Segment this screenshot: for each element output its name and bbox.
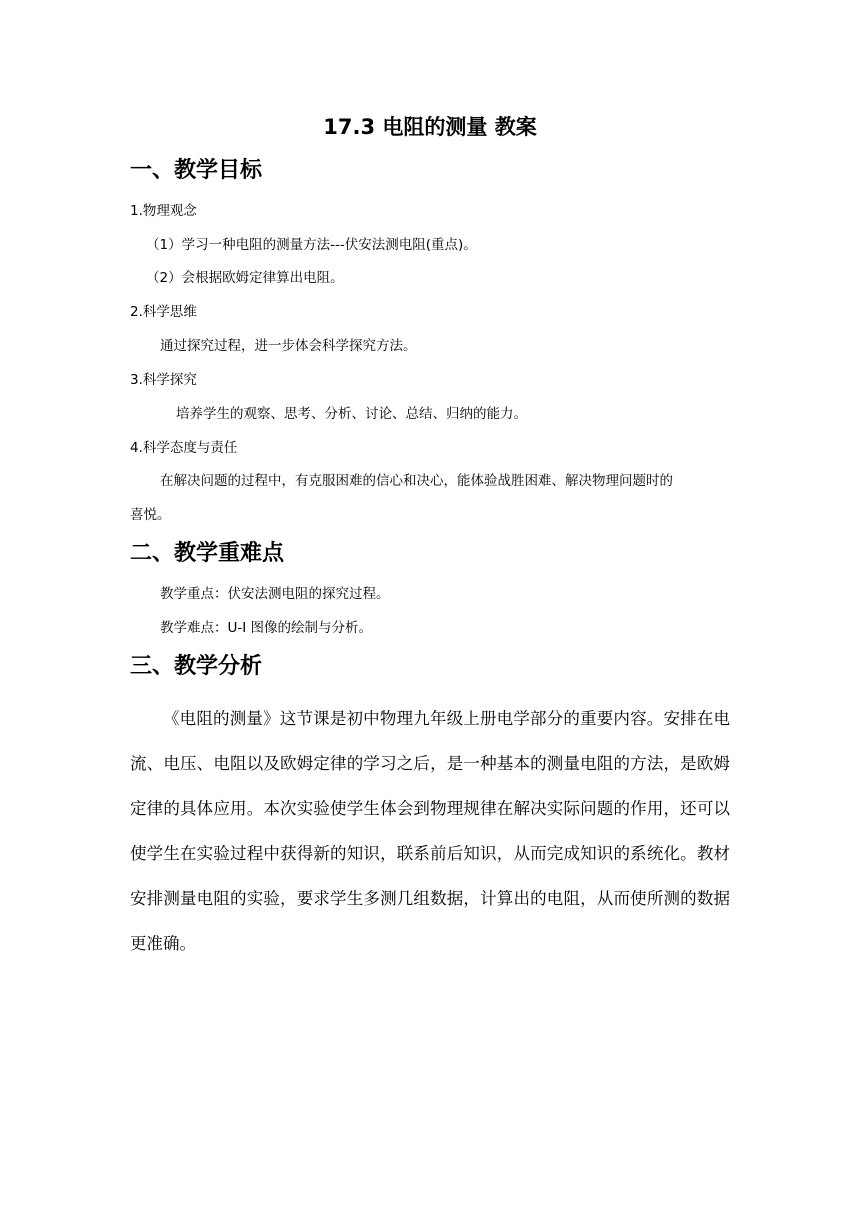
section-heading-key-points: 二、教学重难点 xyxy=(130,541,285,566)
objective-2-text: 通过探究过程，进一步体会科学探究方法。 xyxy=(160,338,417,354)
key-point-text: 教学重点：伏安法测电阻的探究过程。 xyxy=(160,586,390,602)
objective-3-text: 培养学生的观察、思考、分析、讨论、总结、归纳的能力。 xyxy=(176,406,527,422)
section-heading-analysis: 三、教学分析 xyxy=(130,654,263,679)
objective-4-text-line-1: 在解决问题的过程中，有克服困难的信心和决心，能体验战胜困难、解决物理问题时的 xyxy=(160,473,673,489)
objective-2-label: 2.科学思维 xyxy=(130,304,197,320)
analysis-paragraph: 《电阻的测量》这节课是初中物理九年级上册电学部分的重要内容。安排在电流、电压、电阻以及欧姆定律的学习之后，是一种基本的测量电阻的方法，是欧姆定律的具体应用。本次实验使学生体会到物理规律在解决实际问题的作用，还可以使学生在实验过程中获得新的知识，联系前后知识，从而完成知识的系统化。教材安排测量电阻的实验，要求学生多测几组数据，计算出的电阻，从而使所测的数据更准确。 xyxy=(130,709,730,953)
objective-4-text-line-2: 喜悦。 xyxy=(130,507,171,523)
objective-1-label: 1.物理观念 xyxy=(130,203,197,219)
document-title: 17.3 电阻的测量 教案 xyxy=(323,115,537,139)
section-heading-objectives: 一、教学目标 xyxy=(130,158,263,183)
objective-4-label: 4.科学态度与责任 xyxy=(130,440,238,456)
objective-1-item-2: （2）会根据欧姆定律算出电阻。 xyxy=(146,270,344,286)
difficult-point-text: 教学难点：U-I 图像的绘制与分析。 xyxy=(160,620,373,636)
objective-1-item-1: （1）学习一种电阻的测量方法---伏安法测电阻(重点)。 xyxy=(146,237,477,253)
objective-3-label: 3.科学探究 xyxy=(130,372,197,388)
